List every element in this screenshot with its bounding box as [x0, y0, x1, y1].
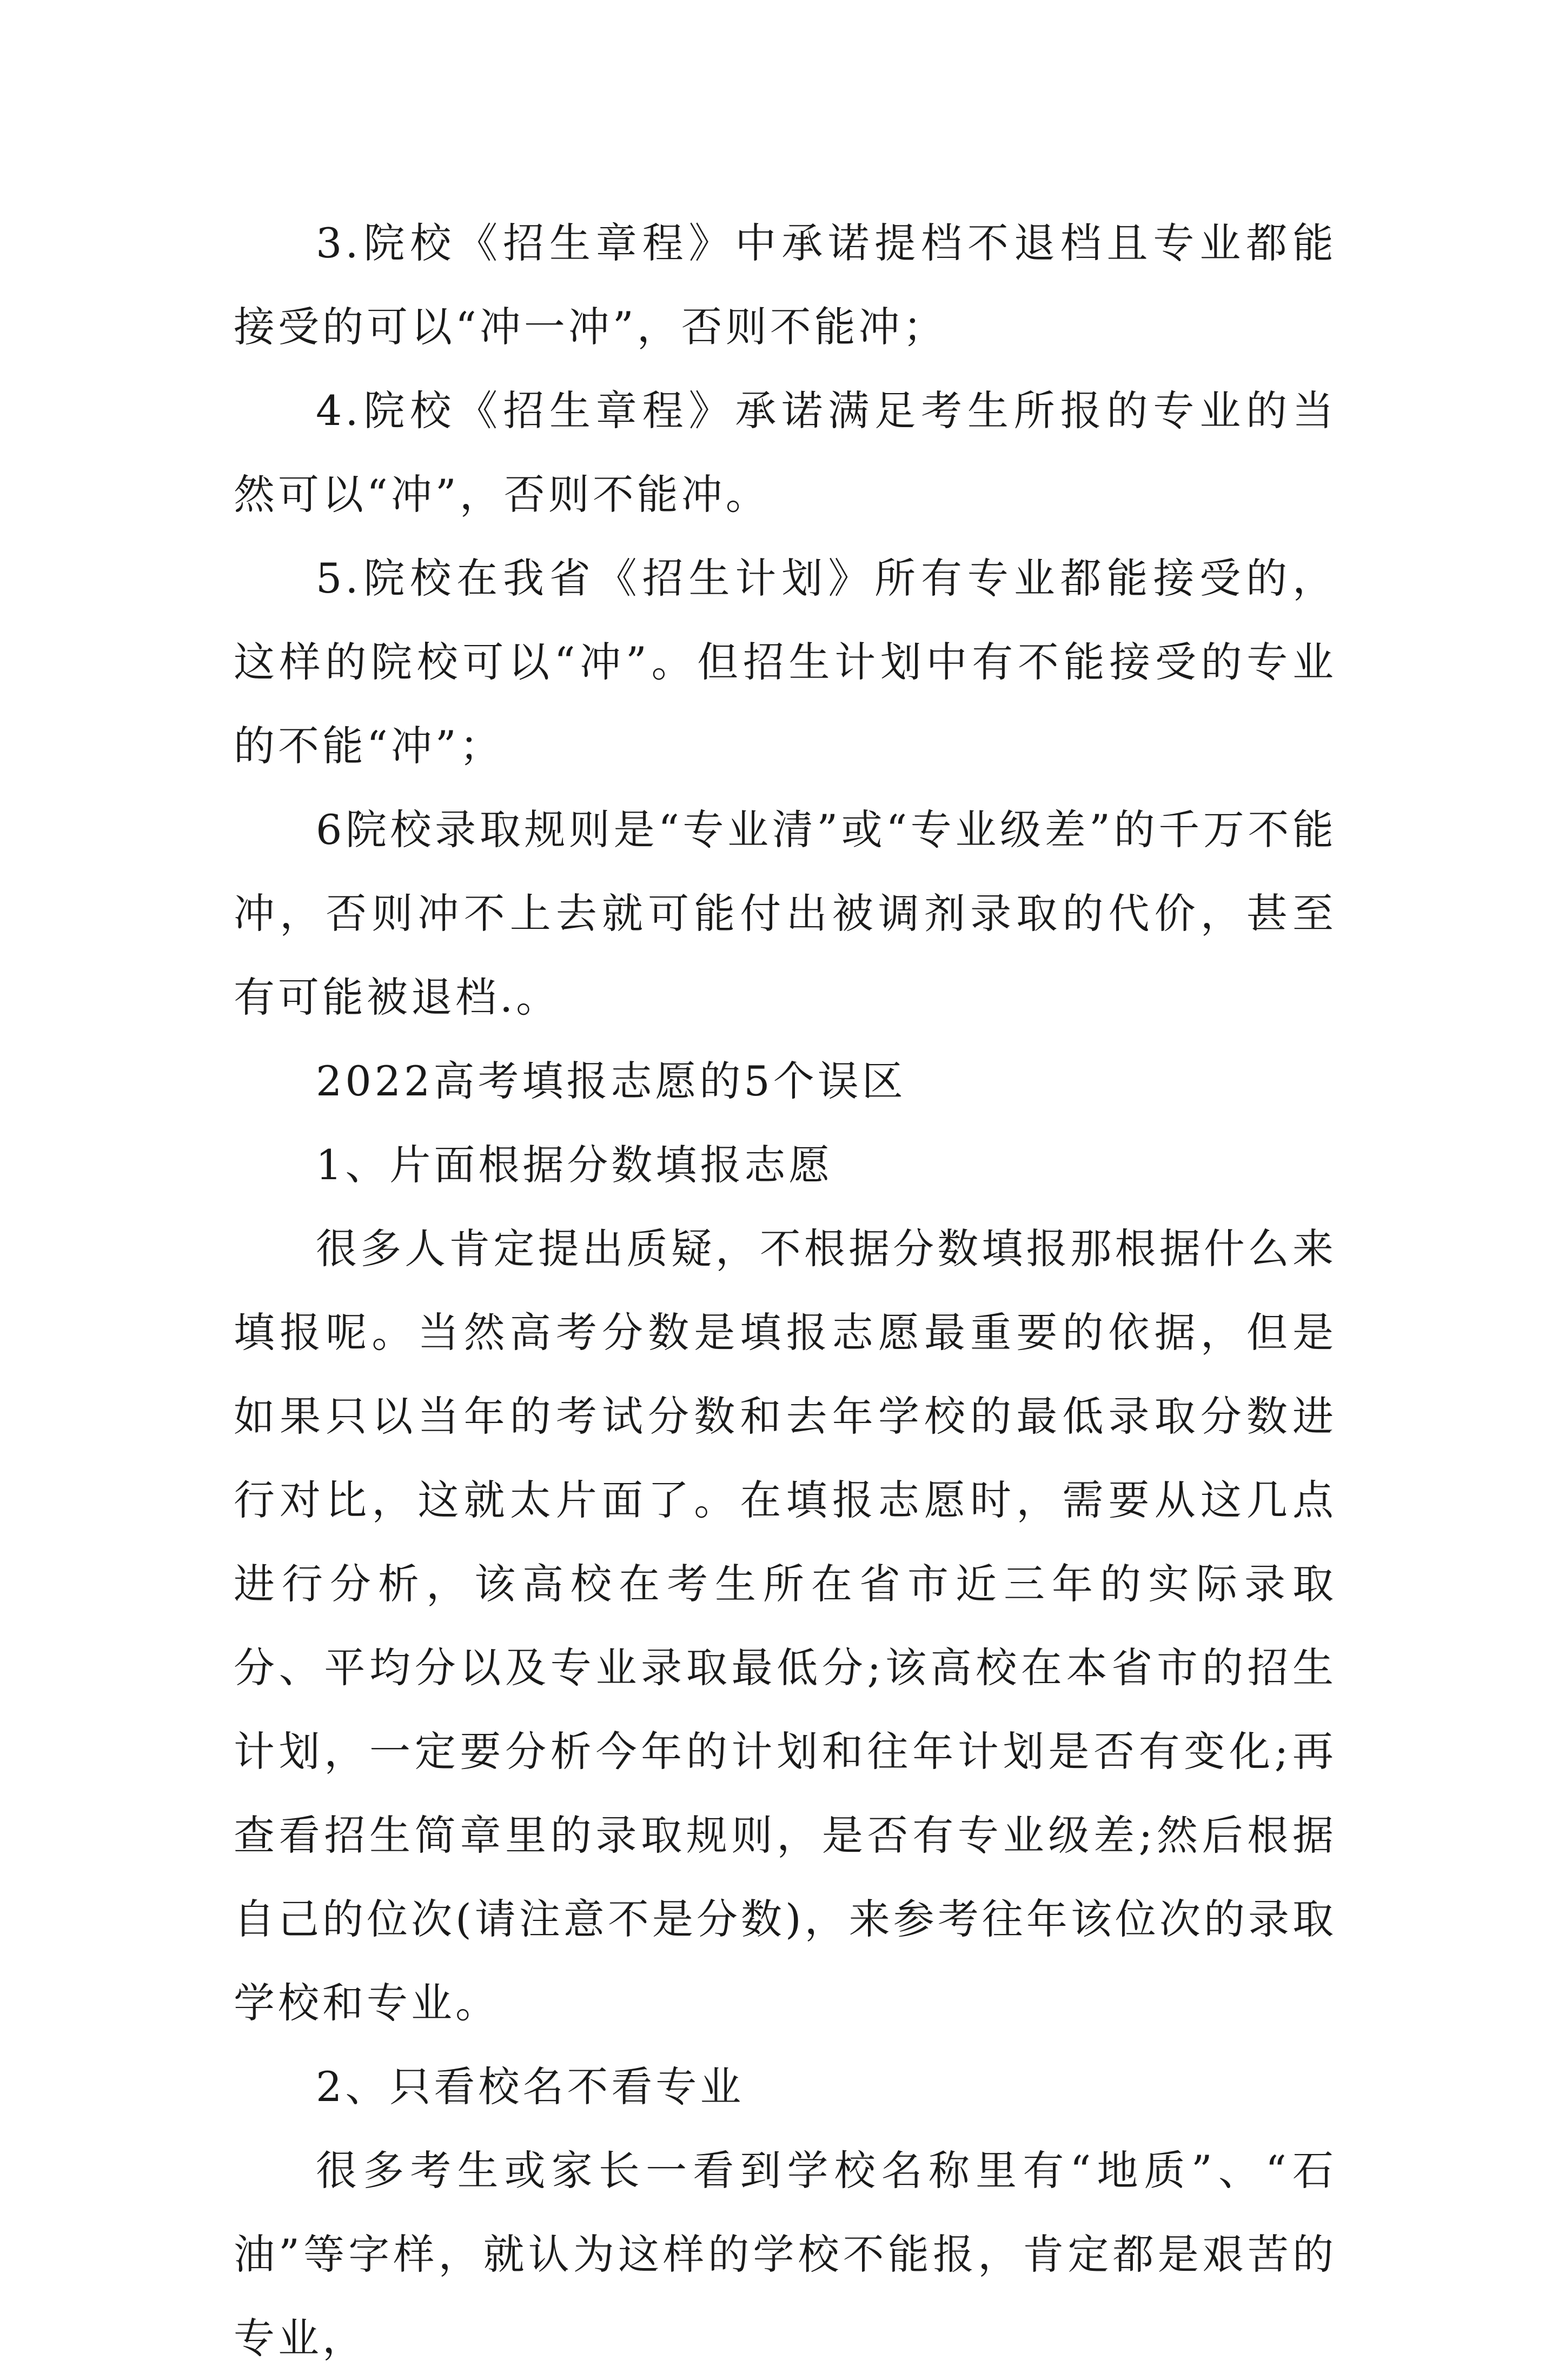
paragraph-rule-6: 6院校录取规则是“专业清”或“专业级差”的千万不能冲，否则冲不上去就可能付出被调剂录取的代价，甚至有可能被退档.。: [234, 806, 1337, 1021]
section-heading-mistakes: 2022高考填报志愿的5个误区: [316, 1057, 906, 1105]
document-body: [234, 201, 1337, 2380]
paragraph-mistake-2-body: 很多考生或家长一看到学校名称里有“地质”、“石油”等字样，就认为这样的学校不能报，肯定都是艰苦的专业，: [234, 2146, 1337, 2362]
paragraph-rule-3: 3.院校《招生章程》中承诺提档不退档且专业都能接受的可以“冲一冲”，否则不能冲；: [234, 219, 1337, 351]
subheading-mistake-2: 2、只看校名不看专业: [316, 2063, 745, 2111]
subheading-mistake-1: 1、片面根据分数填报志愿: [316, 1141, 833, 1189]
paragraph-mistake-1-body: 很多人肯定提出质疑，不根据分数填报那根据什么来填报呢。当然高考分数是填报志愿最重要的依据，但是如果只以当年的考试分数和去年学校的最低录取分数进行对比，这就太片面了。在填报志愿时，需要从这几点进行分析，该高校在考生所在省市近三年的实际录取分、平均分以及专业录取最低分;该高校在本省市的招生计划，一定要分析今年的计划和往年计划是否有变化;再查看招生简章里的录取规则，是否有专业级差;然后根据自己的位次(请注意不是分数)，来参考往年该位次的录取学校和专业。: [234, 1225, 1337, 2027]
paragraph-rule-4: 4.院校《招生章程》承诺满足考生所报的专业的当然可以“冲”，否则不能冲。: [234, 387, 1337, 518]
paragraph-rule-5: 5.院校在我省《招生计划》所有专业都能接受的，这样的院校可以“冲”。但招生计划中有不能接受的专业的不能“冲”；: [234, 554, 1337, 770]
